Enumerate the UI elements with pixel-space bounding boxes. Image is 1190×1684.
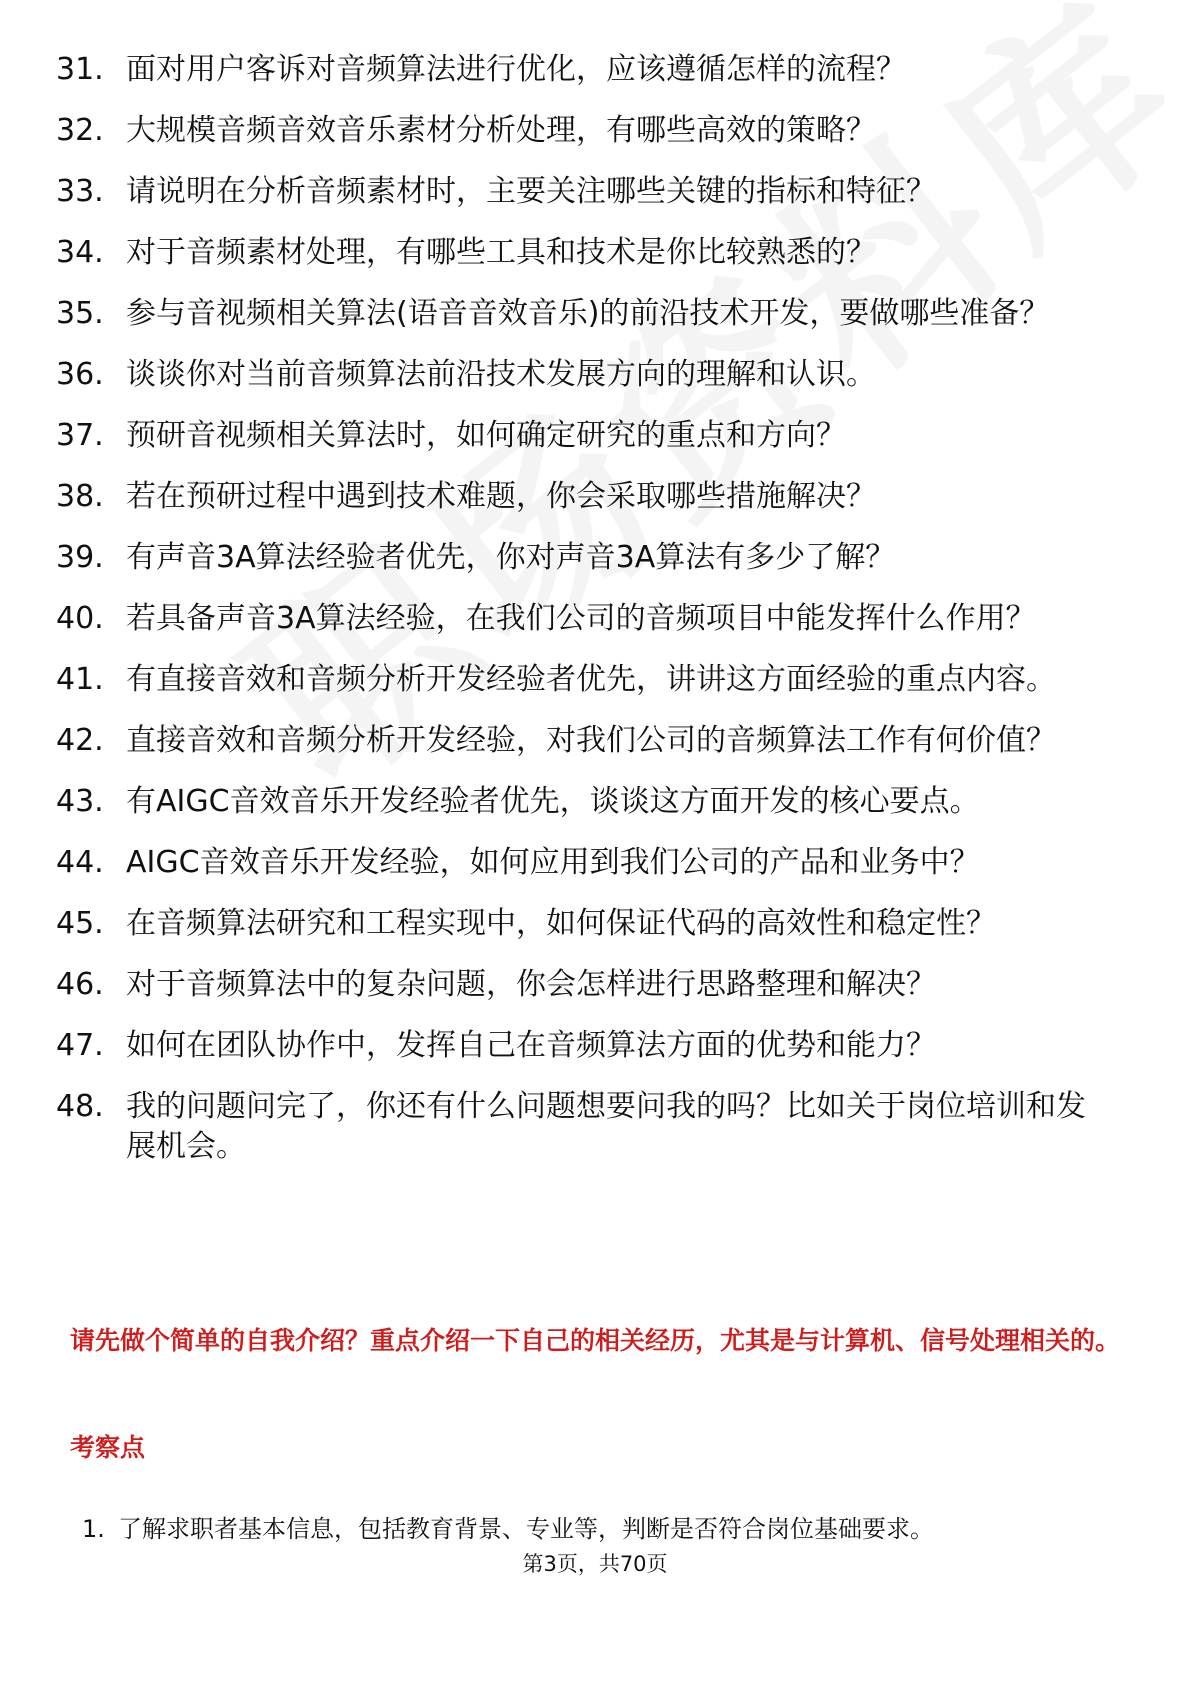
question-number: 46. [56,967,104,1002]
question-number: 41. [56,662,104,697]
question-number: 48. [56,1089,104,1124]
question-number: 44. [56,845,104,880]
question-number: 45. [56,906,104,941]
question-number: 39. [56,540,104,575]
question-text: 有直接音效和音频分析开发经验者优先，讲讲这方面经验的重点内容。 [126,662,1056,697]
question-number: 37. [56,418,104,453]
question-text: 对于音频算法中的复杂问题，你会怎样进行思路整理和解决？ [126,967,936,1002]
section-heading: 考察点 [70,1433,146,1462]
question-number: 42. [56,723,104,758]
question-item [0,416,1190,456]
question-text: 在音频算法研究和工程实现中，如何保证代码的高效性和稳定性？ [126,906,996,941]
question-item [0,721,1190,761]
question-item [0,660,1190,700]
question-item [0,904,1190,944]
question-number: 47. [56,1028,104,1063]
question-item [0,843,1190,883]
question-text: 谈谈你对当前音频算法前沿技术发展方向的理解和认识。 [126,357,876,392]
question-text: 若在预研过程中遇到技术难题，你会采取哪些措施解决？ [126,479,876,514]
question-text: AIGC音效音乐开发经验，如何应用到我们公司的产品和业务中？ [126,845,980,880]
question-item [0,50,1190,90]
question-item [0,355,1190,395]
question-item [0,538,1190,578]
question-item [0,599,1190,639]
question-number: 31. [56,52,104,87]
question-text: 若具备声音3A算法经验，在我们公司的音频项目中能发挥什么作用？ [126,601,1036,636]
question-item [0,1087,1190,1167]
question-list [0,50,1190,1188]
question-text: 对于音频素材处理，有哪些工具和技术是你比较熟悉的？ [126,235,876,270]
question-number: 34. [56,235,104,270]
question-text: 面对用户客诉对音频算法进行优化，应该遵循怎样的流程？ [126,52,906,87]
question-text: 参与音视频相关算法(语音音效音乐)的前沿技术开发，要做哪些准备？ [126,296,1050,331]
question-text: 预研音视频相关算法时，如何确定研究的重点和方向？ [126,418,846,453]
question-item [0,1026,1190,1066]
question-number: 36. [56,357,104,392]
question-item [0,233,1190,273]
question-number: 32. [56,113,104,148]
question-number: 33. [56,174,104,209]
point-text: 了解求职者基本信息，包括教育背景、专业等，判断是否符合岗位基础要求。 [118,1515,934,1543]
question-item [0,172,1190,212]
question-item [0,111,1190,151]
question-number: 40. [56,601,104,636]
question-item [0,477,1190,517]
question-item [0,782,1190,822]
question-text: 有AIGC音效音乐开发经验者优先，谈谈这方面开发的核心要点。 [126,784,980,819]
question-text: 请说明在分析音频素材时，主要关注哪些关键的指标和特征？ [126,174,936,209]
question-text: 有声音3A算法经验者优先，你对声音3A算法有多少了解？ [126,540,896,575]
point-number: 1. [82,1515,105,1543]
page-footer: 第3页，共70页 [522,1552,668,1576]
question-text: 我的问题问完了，你还有什么问题想要问我的吗？比如关于岗位培训和发展机会。 [126,1089,1086,1164]
assessment-point [82,1512,1132,1546]
question-item [0,294,1190,334]
question-item [0,965,1190,1005]
question-text: 直接音效和音频分析开发经验，对我们公司的音频算法工作有何价值？ [126,723,1056,758]
question-number: 43. [56,784,104,819]
intro-question: 请先做个简单的自我介绍？重点介绍一下自己的相关经历，尤其是与计算机、信号处理相关的。 [70,1326,1121,1355]
question-text: 如何在团队协作中，发挥自己在音频算法方面的优势和能力？ [126,1028,936,1063]
question-text: 大规模音频音效音乐素材分析处理，有哪些高效的策略？ [126,113,876,148]
question-number: 35. [56,296,104,331]
question-number: 38. [56,479,104,514]
